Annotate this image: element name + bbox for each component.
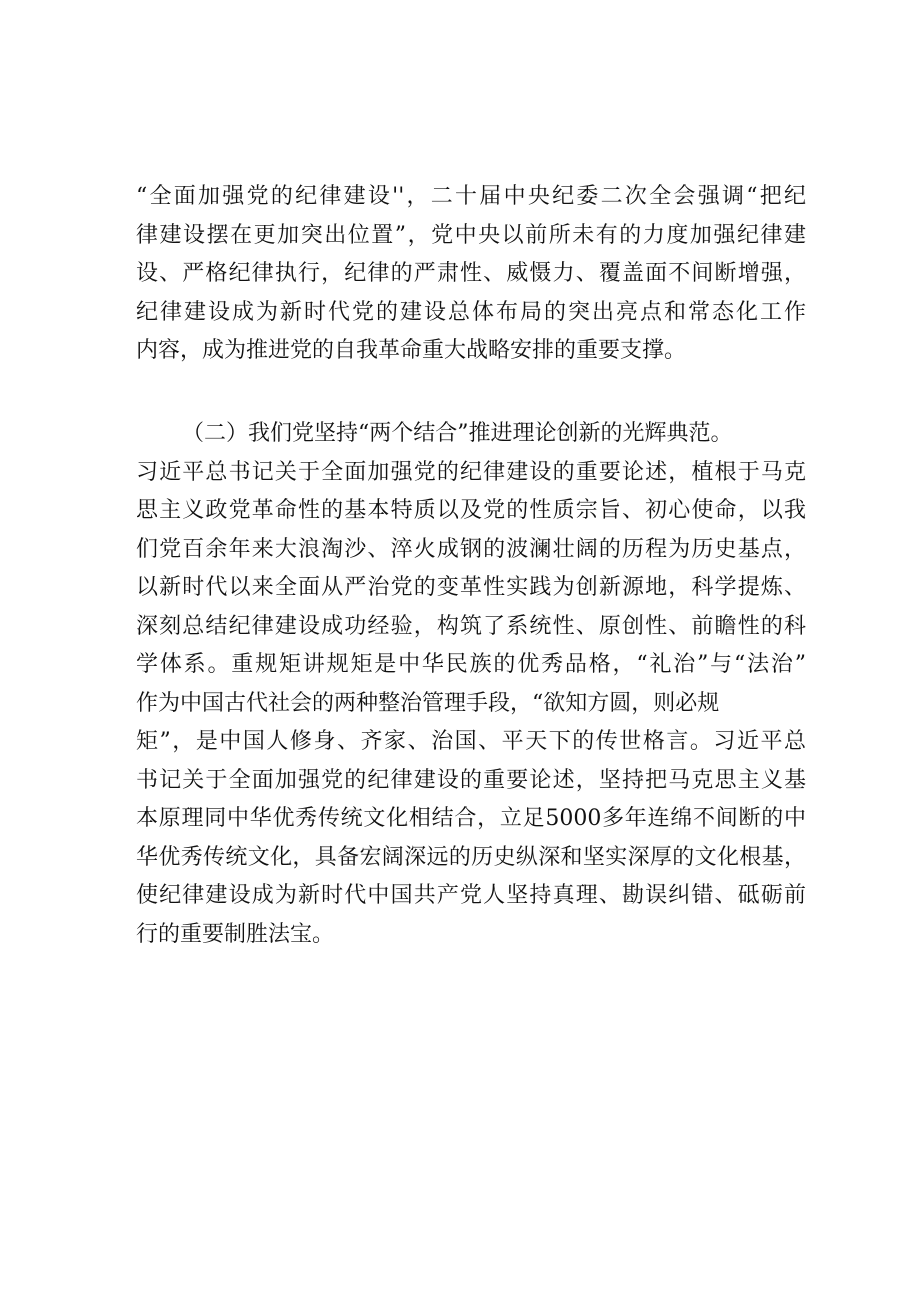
text-line: 作为中国古代社会的两种整治管理手段，“欲知方圆，则必规 bbox=[136, 690, 720, 716]
text-line: 思主义政党革命性的基本特质以及党的性质宗旨、初心使命，以我 bbox=[136, 498, 806, 523]
text-line: 深刻总结纪律建设成功经验，构筑了系统性、原创性、前瞻性的科 bbox=[136, 613, 806, 639]
paragraph-2 bbox=[136, 415, 806, 954]
text-line: “全面加强党的纪律建设''，二十届中央纪委二次全会强调“把纪 bbox=[136, 184, 806, 209]
text-line: 设、严格纪律执行，纪律的严肃性、威慑力、覆盖面不间断增强， bbox=[136, 261, 806, 286]
text-line: 律建设摆在更加突出位置”，党中央以前所未有的力度加强纪律建 bbox=[136, 222, 806, 248]
section-heading: （二）我们党坚持“两个结合”推进理论创新的光辉典范。 bbox=[182, 421, 733, 446]
text-line: 习近平总书记关于全面加强党的纪律建设的重要论述，植根于马克 bbox=[136, 459, 806, 485]
text-line: 内容，成为推进党的自我革命重大战略安排的重要支撑。 bbox=[136, 338, 687, 363]
text-line: 矩”，是中国人修身、齐家、治国、平天下的传世格言。习近平总 bbox=[136, 729, 806, 754]
text-line: 行的重要制胜法宝。 bbox=[136, 921, 335, 947]
text-line: 学体系。重规矩讲规矩是中华民族的优秀品格，“礼治”与“法治” bbox=[136, 652, 806, 677]
text-line: 使纪律建设成为新时代中国共产党人坚持真理、勘误纠错、砥砺前 bbox=[136, 883, 806, 908]
text-line: 们党百余年来大浪淘沙、淬火成钢的波澜壮阔的历程为历史基点， bbox=[136, 536, 806, 562]
text-line: 华优秀传统文化，具备宏阔深远的历史纵深和坚实深厚的文化根基， bbox=[136, 844, 806, 870]
paragraph-1 bbox=[136, 178, 806, 371]
text-line: 纪律建设成为新时代党的建设总体布局的突出亮点和常态化工作 bbox=[136, 299, 806, 325]
text-line: 书记关于全面加强党的纪律建设的重要论述，坚持把马克思主义基 bbox=[136, 767, 806, 793]
text-line: 以新时代以来全面从严治党的变革性实践为创新源地，科学提炼、 bbox=[136, 575, 806, 600]
text-line: 本原理同中华优秀传统文化相结合，立足5000多年连绵不间断的中 bbox=[136, 806, 806, 831]
